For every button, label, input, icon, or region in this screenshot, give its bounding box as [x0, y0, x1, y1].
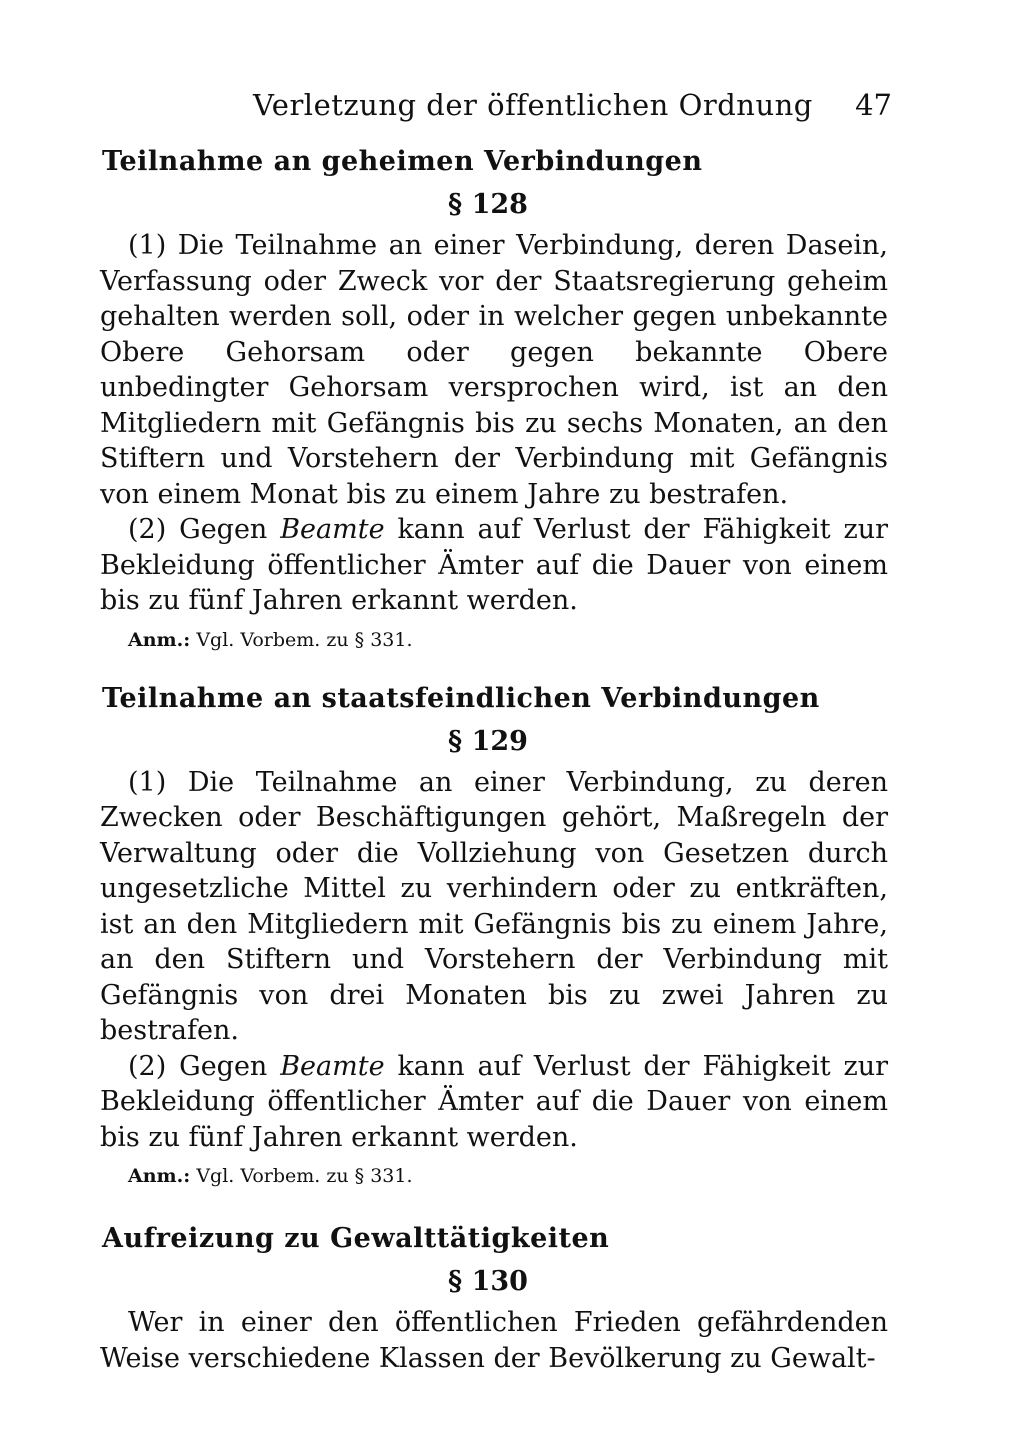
subsection-2-text-end: kann auf Verlust der Fähigkeit zur Bekleidung öffentlicher Ämter auf die Dauer von einem bis zu fünf Jahren erkannt werden. [100, 1050, 888, 1153]
section-title: Teilnahme an staatsfeindlichen Verbindungen [102, 682, 820, 714]
annotation-text: Vgl. Vorbem. zu § 331. [190, 628, 413, 651]
subsection-2 [88, 1049, 888, 1156]
subsection-1-text: (1) Die Teilnahme an einer Verbindung, deren Dasein, Verfassung oder Zweck vor der Staatsregierung geheim gehalten werden soll, oder in welcher gegen unbekannte Obere Gehorsam oder gegen bekannte Obere unbedingter Gehorsam versprochen wird, ist an den Mitgliedern mit Gefängnis bis zu sechs Monaten, an den Stiftern und Vorstehern der Verbindung mit Gefängnis von einem Monat bis zu einem Jahre zu bestrafen. [100, 230, 888, 510]
section-129 [88, 679, 888, 1192]
section-130 [88, 1219, 888, 1376]
section-130-text: Wer in einer den öffentlichen Frieden gefährdenden Weise verschiedene Klassen der Bevölkerung zu Gewalt- [100, 1307, 888, 1374]
emphasis-beamte: Beamte [280, 514, 385, 545]
annotation-text: Vgl. Vorbem. zu § 331. [190, 1165, 413, 1187]
section-title: Aufreizung zu Gewalttätigkeiten [102, 1223, 610, 1254]
annotation [128, 625, 888, 655]
paragraph-number: § 130 [448, 1266, 528, 1297]
paragraph-number: § 129 [448, 725, 528, 757]
subsection-2-text-end: kann auf Verlust der Fähigkeit zur Bekleidung öffentlicher Ämter auf die Dauer von einem bis zu fünf Jahren erkannt werden. [100, 514, 888, 616]
subsection-text [88, 1305, 888, 1376]
subsection-2-text-start: (2) Gegen [128, 514, 281, 545]
page-number: 47 [855, 88, 892, 122]
annotation-label: Anm.: [128, 628, 191, 651]
subsection-2 [88, 512, 888, 619]
emphasis-beamte: Beamte [280, 1050, 385, 1082]
subsection-1 [88, 228, 888, 512]
section-128 [88, 142, 888, 655]
paragraph-number: § 128 [448, 189, 528, 220]
subsection-2-text-start: (2) Gegen [128, 1050, 281, 1082]
subsection-1 [88, 765, 888, 1049]
running-title: Verletzung der öffentlichen Ordnung [253, 88, 813, 122]
document-page [88, 80, 892, 1376]
subsection-1-text: (1) Die Teilnahme an einer Verbindung, zu deren Zwecken oder Beschäftigungen gehört, Maßregeln der Verwaltung oder die Vollziehung von Gesetzen durch ungesetzliche Mittel zu verhindern oder zu entkräften, ist an den Mitgliedern mit Gefängnis bis zu einem Jahre, an den Stiftern und Vorstehern der Verbindung mit Gefängnis von drei Monaten bis zu zwei Jahren zu bestrafen. [100, 766, 888, 1046]
annotation [128, 1161, 888, 1191]
running-header [88, 80, 892, 130]
annotation-label: Anm.: [128, 1165, 191, 1187]
section-title: Teilnahme an geheimen Verbindungen [102, 146, 703, 177]
